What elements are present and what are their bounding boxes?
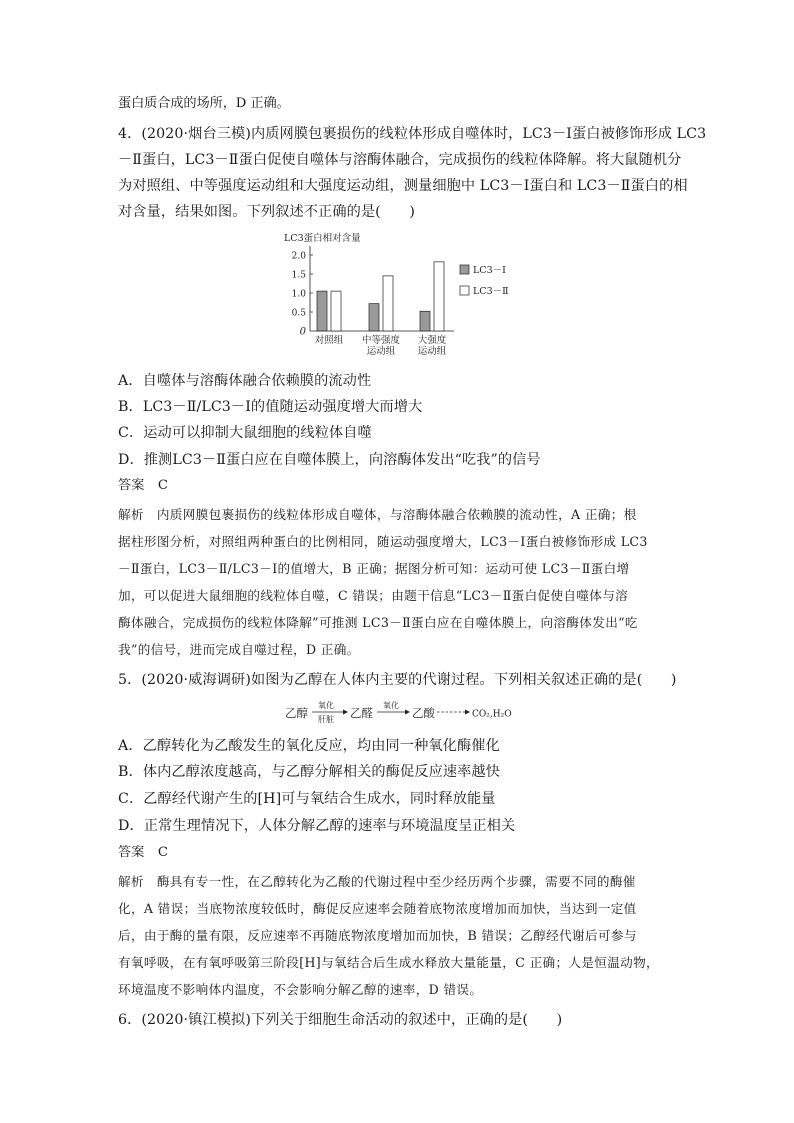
question-4-explanation-line-6: 我”的信号，进而完成自噬过程，D 正确。 — [118, 642, 360, 657]
end-products-label: CO₂,H₂O — [472, 709, 512, 720]
bar-lc3-ii — [383, 276, 393, 331]
question-5-explanation-line-2: 化，A 错误；当底物浓度较低时，酶促反应速率会随着底物浓度增加而加快，当达到一定值 — [118, 901, 637, 916]
arrow2-head — [405, 710, 410, 715]
legend-label: LC3－Ⅱ — [473, 286, 509, 297]
bar-lc3-ii — [331, 291, 341, 331]
question-4-stem-line-1: 4．(2020·烟台三模)内质网膜包裹损伤的线粒体形成自噬体时，LC3－Ⅰ蛋白被修饰形成 LC3 — [118, 126, 707, 142]
legend-label: LC3－Ⅰ — [473, 265, 506, 276]
question-4-explanation-line-1: 解析 内质网膜包裹损伤的线粒体形成自噬体，与溶酶体融合依赖膜的流动性，A 正确；根 — [118, 507, 637, 522]
arrow1-head — [343, 710, 348, 715]
question-5-option-a: A．乙醇转化为乙酸发生的氧化反应，均由同一种氧化酶催化 — [118, 738, 500, 754]
question-4-answer: 答案 C — [118, 478, 169, 493]
bar-lc3-i — [420, 311, 430, 331]
acetic-acid-label: 乙酸 — [412, 706, 435, 720]
ethanol-metabolism-diagram — [285, 700, 525, 724]
arrow1-top-label: 氧化 — [318, 701, 334, 710]
question-4-stem-line-3: 为对照组、中等强度运动组和大强度运动组，测量细胞中 LC3－Ⅰ蛋白和 LC3－Ⅱ蛋白的相 — [118, 178, 688, 194]
continued-explanation-line: 蛋白质合成的场所，D 正确。 — [118, 96, 290, 111]
y-tick-label: 1.0 — [291, 289, 306, 300]
question-5-answer: 答案 C — [118, 845, 169, 860]
legend-swatch — [460, 286, 469, 295]
question-4-option-b: B．LC3－Ⅱ/LC3－Ⅰ的值随运动强度增大而增大 — [118, 399, 423, 415]
question-5-explanation-line-5: 环境温度不影响体内温度，不会影响分解乙醇的速率，D 错误。 — [118, 982, 483, 997]
chart-title: LC3蛋白相对含量 — [284, 233, 361, 244]
y-tick-label: 0 — [299, 326, 306, 338]
x-category-label: 中等强度 — [361, 335, 401, 346]
question-5-option-c: C．乙醇经代谢产生的[H]可与氧结合生成水，同时释放能量 — [118, 791, 496, 807]
ethanol-label: 乙醇 — [285, 706, 308, 720]
question-4-explanation-line-3: －Ⅱ蛋白，LC3－Ⅱ/LC3－Ⅰ的值增大，B 正确；据图分析可知：运动可使 LC3－Ⅱ蛋白增 — [118, 561, 630, 576]
question-4-explanation-line-4: 加，可以促进大鼠细胞的线粒体自噬，C 错误；由题干信息“LC3－Ⅱ蛋白促使自噬体与溶 — [118, 588, 629, 603]
bar-lc3-i — [317, 291, 327, 331]
y-tick-label: 1.5 — [291, 270, 306, 281]
x-category-label: 对照组 — [314, 335, 344, 346]
bar-lc3-i — [369, 304, 379, 331]
question-4-explanation-line-2: 据柱形图分析，对照组两种蛋白的比例相同，随运动强度增大，LC3－Ⅰ蛋白被修饰形成 LC3 — [118, 534, 648, 549]
legend-swatch — [460, 265, 469, 274]
x-category-label: 运动组 — [417, 346, 447, 357]
question-4-explanation-line-5: 酶体融合，完成损伤的线粒体降解”可推测 LC3－Ⅱ蛋白应在自噬体膜上，向溶酶体发出“吃 — [118, 615, 638, 630]
question-5-stem: 5．(2020·威海调研)如图为乙醇在人体内主要的代谢过程。下列相关叙述正确的是( ) — [118, 672, 677, 688]
question-6-stem: 6．(2020·镇江模拟)下列关于细胞生命活动的叙述中，正确的是( ) — [118, 1012, 563, 1028]
question-5-explanation-line-1: 解析 酶具有专一性，在乙醇转化为乙酸的代谢过程中至少经历两个步骤，需要不同的酶催 — [118, 874, 636, 889]
question-5-option-b: B．体内乙醇浓度越高，与乙醇分解相关的酶促反应速率越快 — [118, 764, 501, 780]
question-4-option-c: C．运动可以抑制大鼠细胞的线粒体自噬 — [118, 425, 372, 441]
arrow1-bottom-label: 肝脏 — [318, 715, 334, 724]
arrow2-top-label: 氧化 — [383, 701, 399, 710]
lc3-bar-chart — [282, 228, 522, 362]
question-4-option-a: A．自噬体与溶酶体融合依赖膜的流动性 — [118, 373, 372, 389]
x-category-label: 运动组 — [366, 346, 396, 357]
acetaldehyde-label: 乙醛 — [350, 706, 373, 720]
y-tick-label: 0.5 — [291, 308, 306, 319]
y-tick-label: 2.0 — [291, 251, 306, 262]
question-5-option-d: D．正常生理情况下，人体分解乙醇的速率与环境温度呈正相关 — [118, 818, 516, 834]
question-4-stem-line-2: －Ⅱ蛋白，LC3－Ⅱ蛋白促使自噬体与溶酶体融合，完成损伤的线粒体降解。将大鼠随机分 — [118, 152, 682, 168]
question-5-explanation-line-3: 后，由于酶的量有限，反应速率不再随底物浓度增加而加快，B 错误；乙醇经代谢后可参与 — [118, 928, 637, 943]
question-4-option-d: D．推测LC3－Ⅱ蛋白应在自噬体膜上，向溶酶体发出“吃我”的信号 — [118, 452, 541, 468]
bar-lc3-ii — [434, 262, 444, 331]
question-4-stem-line-4: 对含量，结果如图。下列叙述不正确的是( ) — [118, 204, 416, 220]
dashed-arrow-head — [465, 710, 470, 715]
question-5-explanation-line-4: 有氧呼吸，在有氧呼吸第三阶段[H]与氧结合后生成水释放大量能量，C 正确；人是恒温动物， — [118, 955, 660, 970]
x-category-label: 大强度 — [417, 335, 447, 346]
